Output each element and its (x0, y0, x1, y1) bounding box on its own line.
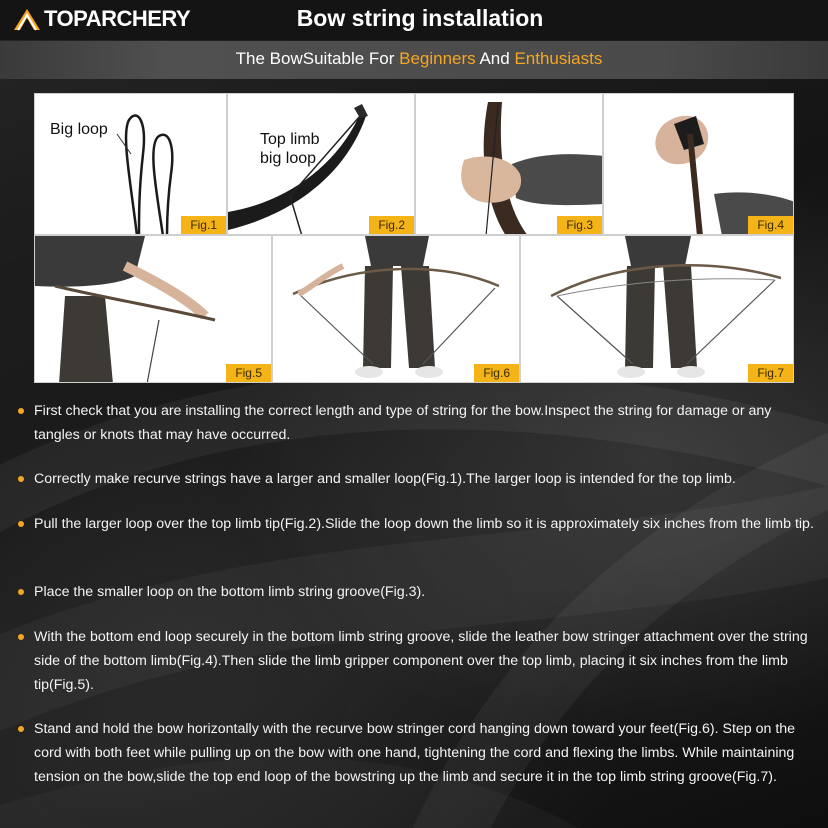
subtitle-highlight: Enthusiasts (514, 49, 603, 68)
top-limb-illustration (228, 94, 415, 235)
archer-stringing-illustration (521, 236, 794, 383)
figure-tag: Fig.4 (748, 216, 793, 234)
figure-tag: Fig.1 (181, 216, 226, 234)
figure-label: Big loop (50, 121, 108, 138)
figure-tag: Fig.7 (748, 364, 793, 382)
step-text: Place the smaller loop on the bottom limb string groove(Fig.3). (34, 584, 426, 600)
stringer-attachment-illustration (604, 94, 794, 235)
bullet-dot-icon (18, 589, 24, 595)
figure-3 (415, 93, 603, 235)
subtitle-part: The BowSuitable For (235, 49, 400, 68)
step-text: First check that you are installing the correct length and type of string for the bow.Inspect the string for damage or any tangles or knots that may have occurred. (34, 403, 772, 443)
figure-label-line-2: big loop (260, 150, 317, 167)
list-item (18, 580, 818, 625)
brand-logo (12, 6, 190, 32)
subtitle (0, 49, 828, 69)
figure-1 (34, 93, 227, 235)
step-text: Stand and hold the bow horizontally with the recurve bow stringer cord hanging down toward your feet(Fig.6). Step on the cord with both feet while pulling up on the bow with one hand, tightening the cord and flexing the limbs. While maintaining tension on the bow,slide the top end loop of the bowstring up the limb and secure it in the top limb string groove(Fig.7). (34, 721, 796, 785)
figure-label-line-1: Top limb (260, 131, 320, 148)
figure-7 (520, 235, 794, 383)
bullet-dot-icon (18, 476, 24, 482)
bullet-dot-icon (18, 634, 24, 640)
figure-5 (34, 235, 272, 383)
figure-2 (227, 93, 415, 235)
list-item (18, 717, 818, 817)
archer-bending-illustration (35, 236, 272, 383)
figure-tag: Fig.5 (226, 364, 271, 382)
archer-standing-illustration (273, 236, 520, 383)
list-item (18, 512, 818, 580)
figure-tag: Fig.6 (474, 364, 519, 382)
figure-4 (603, 93, 794, 235)
list-item (18, 467, 818, 512)
subtitle-highlight: Beginners (399, 49, 476, 68)
hand-on-limb-illustration (416, 94, 603, 235)
subtitle-part: And (475, 49, 515, 68)
page-title: Bow string installation (296, 5, 544, 31)
bullet-dot-icon (18, 408, 24, 414)
instruction-list (18, 399, 818, 817)
figure-6 (272, 235, 520, 383)
bullet-dot-icon (18, 726, 24, 732)
bullet-dot-icon (18, 521, 24, 527)
step-text: Correctly make recurve strings have a larger and smaller loop(Fig.1).The larger loop is intended for the top limb. (34, 471, 736, 487)
list-item (18, 625, 818, 717)
step-text: Pull the larger loop over the top limb tip(Fig.2).Slide the loop down the limb so it is approximately six inches from the limb tip. (34, 516, 814, 532)
step-text: With the bottom end loop securely in the bottom limb string groove, slide the leather bow stringer attachment over the string side of the bottom limb(Fig.4).Then slide the limb gripper component over the top limb, placing it six inches from the limb tip(Fig.5). (34, 629, 808, 693)
figure-tag: Fig.2 (369, 216, 414, 234)
list-item (18, 399, 818, 467)
figure-grid (34, 93, 794, 383)
brand-name: TOPARCHERY (44, 6, 191, 31)
mountain-a-icon (12, 7, 42, 31)
figure-tag: Fig.3 (557, 216, 602, 234)
bowstring-loops-illustration (35, 94, 227, 235)
